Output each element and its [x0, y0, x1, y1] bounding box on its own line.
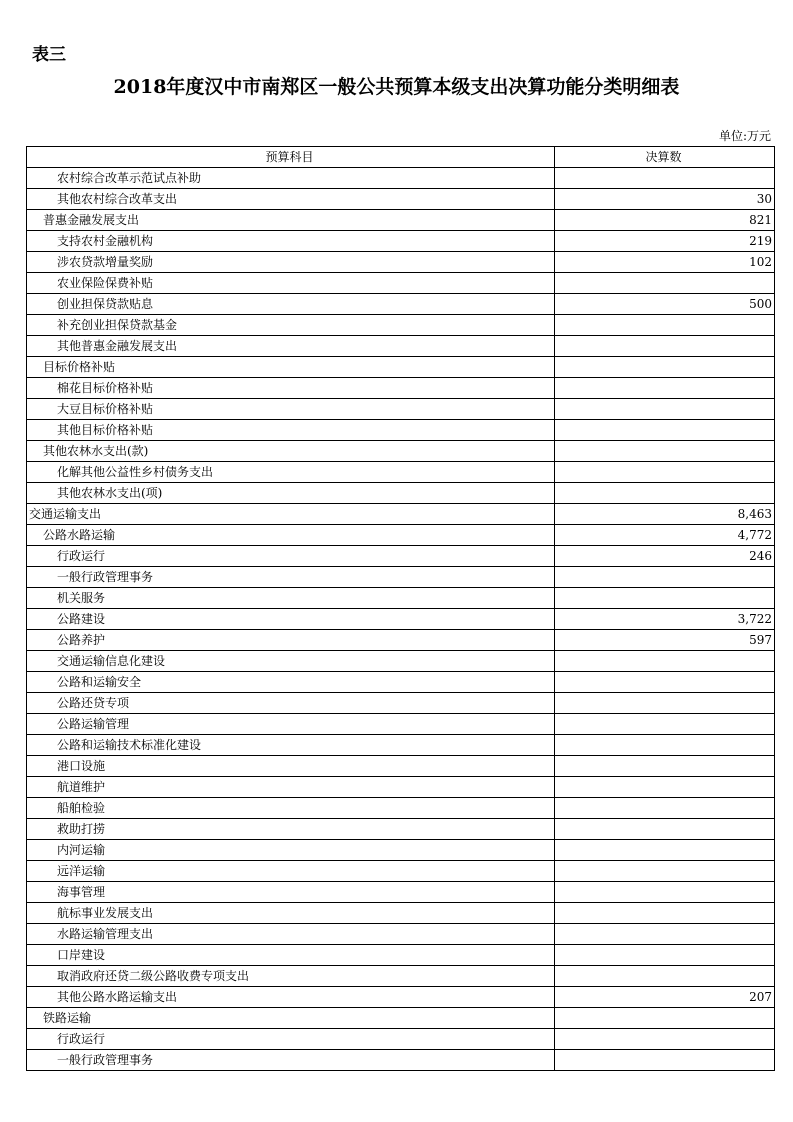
final-amount: 207 — [555, 987, 775, 1008]
budget-item-name: 交通运输信息化建设 — [27, 651, 555, 672]
budget-item-name: 港口设施 — [27, 756, 555, 777]
table-row — [27, 672, 775, 693]
table-row — [27, 840, 775, 861]
table-row — [27, 630, 775, 651]
budget-item-name: 口岸建设 — [27, 945, 555, 966]
budget-item-name: 支持农村金融机构 — [27, 231, 555, 252]
budget-item-name: 补充创业担保贷款基金 — [27, 315, 555, 336]
final-amount — [555, 672, 775, 693]
table-row — [27, 462, 775, 483]
final-amount: 8,463 — [555, 504, 775, 525]
final-amount — [555, 567, 775, 588]
final-amount: 246 — [555, 546, 775, 567]
table-row — [27, 567, 775, 588]
table-row — [27, 882, 775, 903]
final-amount: 597 — [555, 630, 775, 651]
budget-item-name: 水路运输管理支出 — [27, 924, 555, 945]
final-amount — [555, 798, 775, 819]
final-amount — [555, 399, 775, 420]
final-amount — [555, 966, 775, 987]
final-amount — [555, 714, 775, 735]
table-row — [27, 252, 775, 273]
final-amount: 4,772 — [555, 525, 775, 546]
budget-item-name: 目标价格补贴 — [27, 357, 555, 378]
budget-item-name: 航标事业发展支出 — [27, 903, 555, 924]
table-row — [27, 336, 775, 357]
final-amount — [555, 693, 775, 714]
final-amount — [555, 861, 775, 882]
table-row — [27, 903, 775, 924]
final-amount: 102 — [555, 252, 775, 273]
budget-item-name: 一般行政管理事务 — [27, 567, 555, 588]
table-row — [27, 525, 775, 546]
final-amount — [555, 1029, 775, 1050]
table-number-label: 表三 — [32, 45, 66, 65]
budget-item-name: 海事管理 — [27, 882, 555, 903]
header-final-amount: 决算数 — [555, 147, 775, 168]
table-row — [27, 777, 775, 798]
final-amount — [555, 651, 775, 672]
table-row — [27, 588, 775, 609]
table-row — [27, 861, 775, 882]
header-budget-item: 预算科目 — [27, 147, 555, 168]
budget-item-name: 其他公路水路运输支出 — [27, 987, 555, 1008]
table-row — [27, 1050, 775, 1071]
table-row — [27, 693, 775, 714]
budget-table — [26, 146, 775, 1071]
final-amount — [555, 777, 775, 798]
final-amount — [555, 168, 775, 189]
budget-item-name: 行政运行 — [27, 546, 555, 567]
budget-item-name: 其他农村综合改革支出 — [27, 189, 555, 210]
unit-note: 单位:万元 — [718, 129, 771, 143]
table-row — [27, 798, 775, 819]
budget-item-name: 内河运输 — [27, 840, 555, 861]
table-row — [27, 441, 775, 462]
budget-item-name: 化解其他公益性乡村债务支出 — [27, 462, 555, 483]
table-row — [27, 609, 775, 630]
table-row — [27, 420, 775, 441]
budget-item-name: 公路运输管理 — [27, 714, 555, 735]
final-amount — [555, 483, 775, 504]
budget-item-name: 其他普惠金融发展支出 — [27, 336, 555, 357]
budget-item-name: 公路和运输技术标准化建设 — [27, 735, 555, 756]
table-row — [27, 819, 775, 840]
table-body — [27, 168, 775, 1071]
table-row — [27, 924, 775, 945]
table-header-row — [27, 147, 775, 168]
budget-item-name: 其他农林水支出(项) — [27, 483, 555, 504]
budget-item-name: 农业保险保费补贴 — [27, 273, 555, 294]
final-amount — [555, 588, 775, 609]
final-amount — [555, 756, 775, 777]
table-row — [27, 231, 775, 252]
budget-item-name: 涉农贷款增量奖励 — [27, 252, 555, 273]
budget-item-name: 棉花目标价格补贴 — [27, 378, 555, 399]
table-row — [27, 546, 775, 567]
final-amount — [555, 420, 775, 441]
budget-item-name: 公路还贷专项 — [27, 693, 555, 714]
table-row — [27, 315, 775, 336]
budget-item-name: 公路建设 — [27, 609, 555, 630]
budget-item-name: 交通运输支出 — [27, 504, 555, 525]
table-row — [27, 378, 775, 399]
table-row — [27, 504, 775, 525]
budget-item-name: 行政运行 — [27, 1029, 555, 1050]
final-amount — [555, 336, 775, 357]
final-amount — [555, 882, 775, 903]
final-amount: 821 — [555, 210, 775, 231]
budget-item-name: 农村综合改革示范试点补助 — [27, 168, 555, 189]
table-row — [27, 168, 775, 189]
table-row — [27, 399, 775, 420]
table-row — [27, 651, 775, 672]
final-amount: 500 — [555, 294, 775, 315]
table-row — [27, 735, 775, 756]
table-row — [27, 483, 775, 504]
budget-item-name: 船舶检验 — [27, 798, 555, 819]
budget-item-name: 普惠金融发展支出 — [27, 210, 555, 231]
table-row — [27, 357, 775, 378]
table-row — [27, 966, 775, 987]
budget-item-name: 航道维护 — [27, 777, 555, 798]
final-amount — [555, 924, 775, 945]
budget-item-name: 大豆目标价格补贴 — [27, 399, 555, 420]
final-amount — [555, 441, 775, 462]
budget-item-name: 其他目标价格补贴 — [27, 420, 555, 441]
final-amount: 30 — [555, 189, 775, 210]
table-row — [27, 945, 775, 966]
budget-item-name: 公路水路运输 — [27, 525, 555, 546]
table-row — [27, 987, 775, 1008]
budget-item-name: 创业担保贷款贴息 — [27, 294, 555, 315]
budget-item-name: 远洋运输 — [27, 861, 555, 882]
budget-item-name: 铁路运输 — [27, 1008, 555, 1029]
final-amount — [555, 819, 775, 840]
budget-item-name: 公路养护 — [27, 630, 555, 651]
final-amount — [555, 315, 775, 336]
final-amount — [555, 273, 775, 294]
final-amount: 219 — [555, 231, 775, 252]
final-amount — [555, 357, 775, 378]
table-row — [27, 189, 775, 210]
table-row — [27, 714, 775, 735]
final-amount: 3,722 — [555, 609, 775, 630]
final-amount — [555, 840, 775, 861]
final-amount — [555, 945, 775, 966]
budget-item-name: 公路和运输安全 — [27, 672, 555, 693]
table-row — [27, 1008, 775, 1029]
budget-item-name: 其他农林水支出(款) — [27, 441, 555, 462]
final-amount — [555, 1050, 775, 1071]
table-row — [27, 294, 775, 315]
final-amount — [555, 735, 775, 756]
final-amount — [555, 903, 775, 924]
budget-item-name: 救助打捞 — [27, 819, 555, 840]
table-row — [27, 273, 775, 294]
budget-item-name: 一般行政管理事务 — [27, 1050, 555, 1071]
page-title: 2018年度汉中市南郑区一般公共预算本级支出决算功能分类明细表 — [113, 76, 680, 98]
final-amount — [555, 462, 775, 483]
budget-item-name: 取消政府还贷二级公路收费专项支出 — [27, 966, 555, 987]
budget-item-name: 机关服务 — [27, 588, 555, 609]
final-amount — [555, 1008, 775, 1029]
final-amount — [555, 378, 775, 399]
table-row — [27, 1029, 775, 1050]
table-row — [27, 756, 775, 777]
table-row — [27, 210, 775, 231]
